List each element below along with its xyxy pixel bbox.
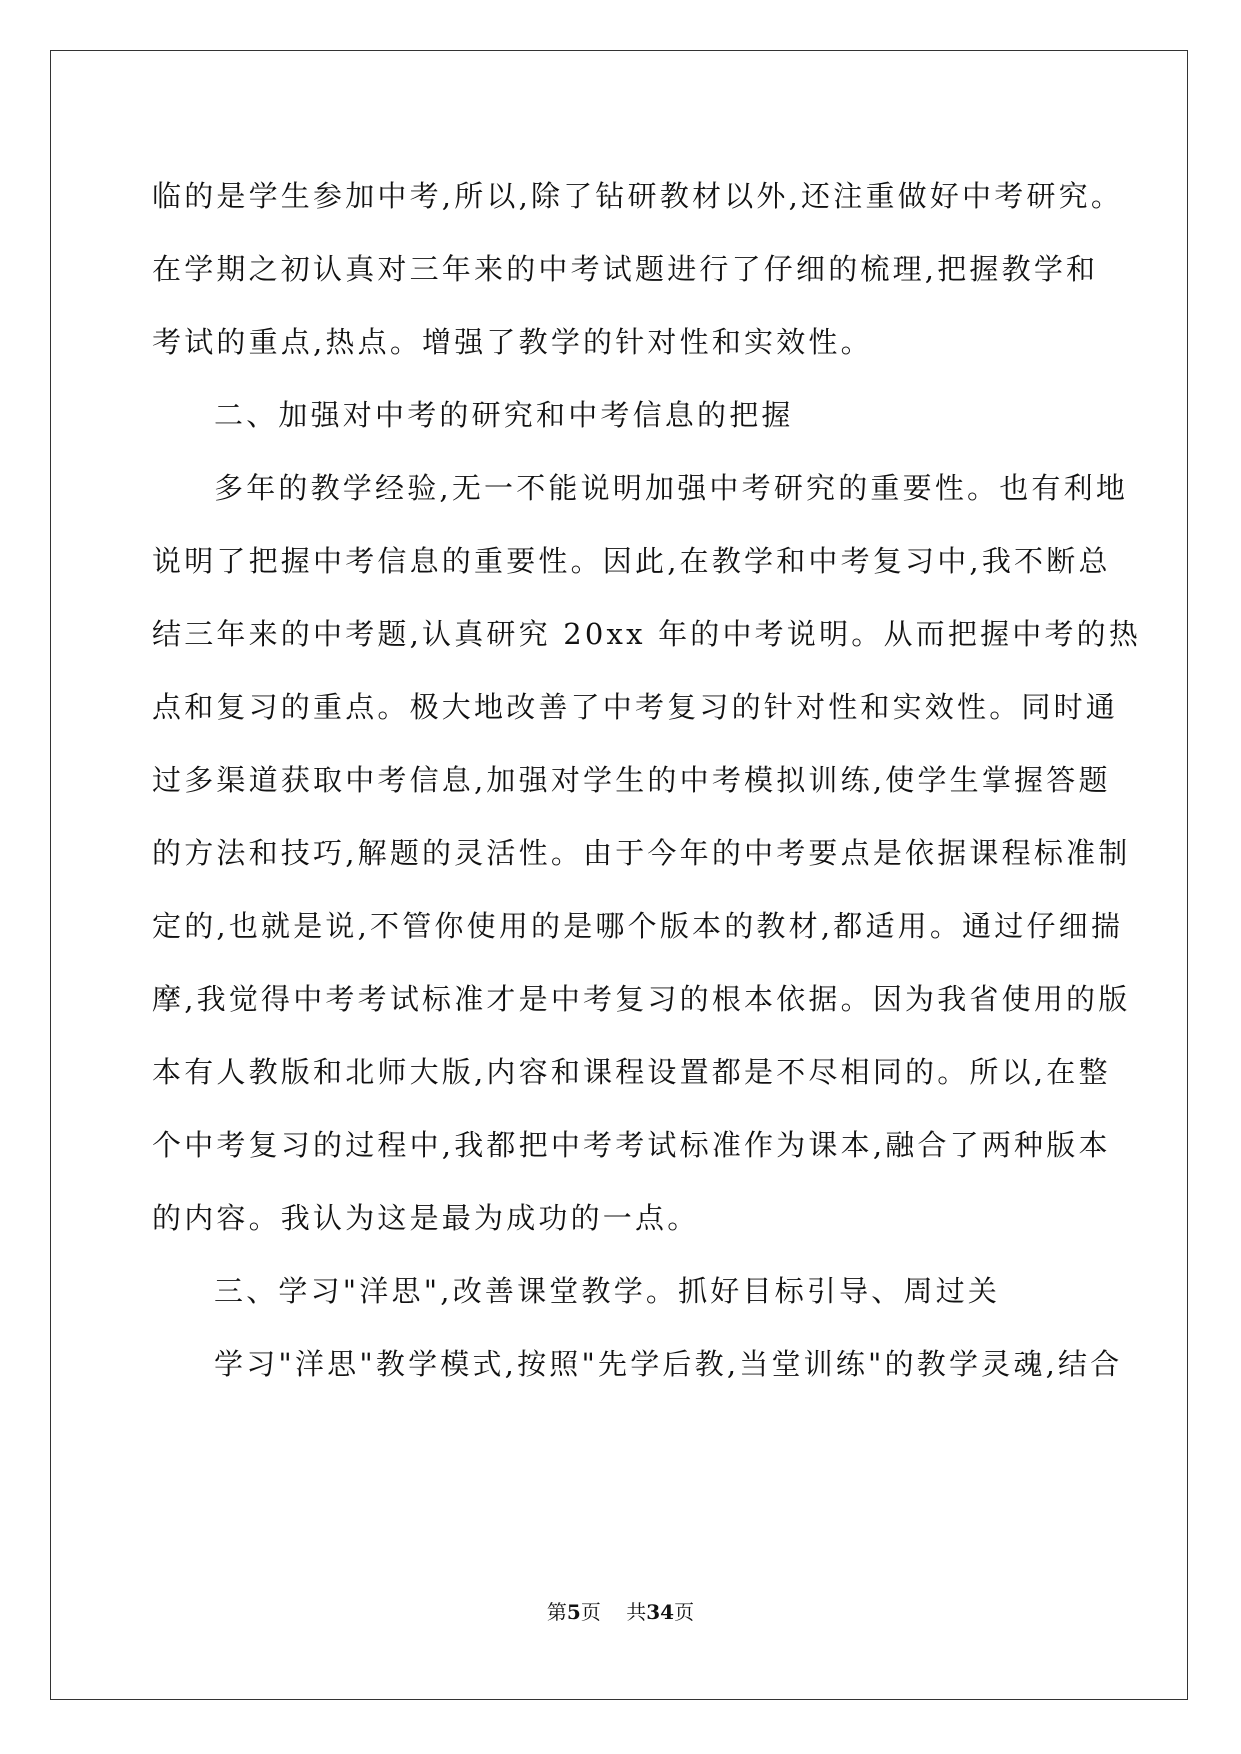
text-line: 结三年来的中考题,认真研究 20xx 年的中考说明。从而把握中考的热 (152, 617, 1142, 651)
footer-total-unit: 页 (674, 1600, 695, 1624)
text-line: 临的是学生参加中考,所以,除了钻研教材以外,还注重做好中考研究。 (152, 179, 1124, 213)
text-line: 本有人教版和北师大版,内容和课程设置都是不尽相同的。所以,在整 (152, 1055, 1111, 1089)
footer-prefix: 第 (546, 1600, 567, 1624)
text-line: 的内容。我认为这是最为成功的一点。 (152, 1201, 700, 1235)
paragraph-start-line: 学习"洋思"教学模式,按照"先学后教,当堂训练"的教学灵魂,结合 (214, 1347, 1123, 1381)
text-line: 说明了把握中考信息的重要性。因此,在教学和中考复习中,我不断总 (152, 544, 1111, 578)
footer-page-unit: 页 (580, 1600, 601, 1624)
page-footer (0, 1596, 1241, 1625)
text-line: 摩,我觉得中考考试标准才是中考复习的根本依据。因为我省使用的版 (152, 982, 1131, 1016)
text-line: 点和复习的重点。极大地改善了中考复习的针对性和实效性。同时通 (152, 690, 1119, 724)
section-heading: 二、加强对中考的研究和中考信息的把握 (214, 398, 794, 432)
footer-total-prefix: 共 (626, 1600, 647, 1624)
text-line: 过多渠道获取中考信息,加强对学生的中考模拟训练,使学生掌握答题 (152, 763, 1111, 797)
text-line: 定的,也就是说,不管你使用的是哪个版本的教材,都适用。通过仔细揣 (152, 909, 1124, 943)
page-number: 5 (566, 1600, 581, 1624)
text-line: 在学期之初认真对三年来的中考试题进行了仔细的梳理,把握教学和 (152, 252, 1099, 286)
section-heading: 三、学习"洋思",改善课堂教学。抓好目标引导、周过关 (214, 1274, 1001, 1308)
text-line: 的方法和技巧,解题的灵活性。由于今年的中考要点是依据课程标准制 (152, 836, 1131, 870)
paragraph-start-line: 多年的教学经验,无一不能说明加强中考研究的重要性。也有利地 (214, 471, 1129, 505)
text-line: 个中考复习的过程中,我都把中考考试标准作为课本,融合了两种版本 (152, 1128, 1111, 1162)
document-body (152, 160, 1142, 1401)
total-pages: 34 (646, 1600, 675, 1624)
text-line: 考试的重点,热点。增强了教学的针对性和实效性。 (152, 325, 873, 359)
